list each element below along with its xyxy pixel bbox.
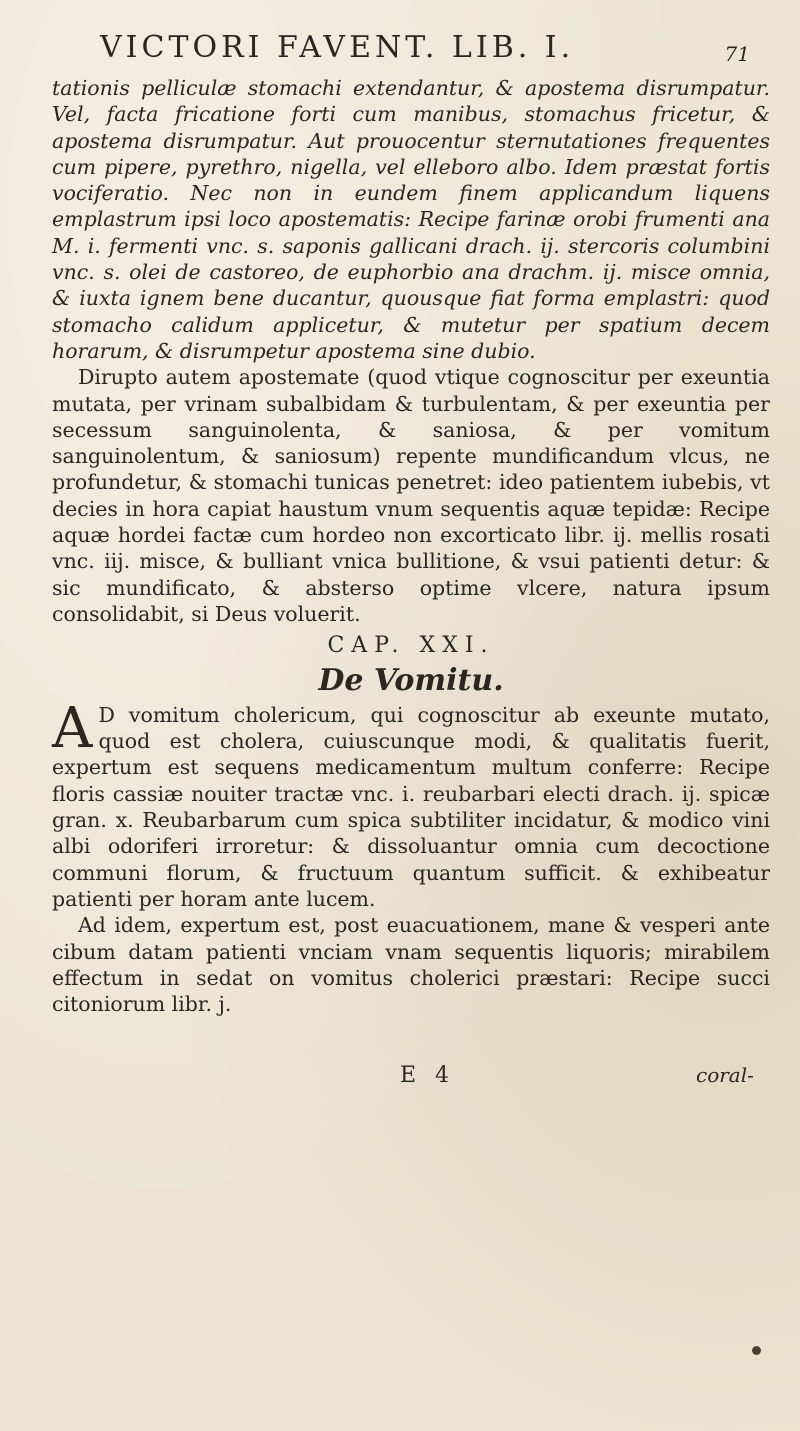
chapter-title-heading: De Vomitu. [318,662,504,698]
paragraph-2: Dirupto autem apostemate (quod vtique cognoscitur per exeuntia mutata, per vrinam subalbidam & turbulentam, & per exeuntia per secessum sanguinolenta, & saniosa, & per vomitum sanguinolentum, & saniosum) repente mundificandum vlcus, ne profundetur, & stomachi tunicas penetret: ideo patientem iubebis, vt decies in hora capiat haustum vnum sequentis aquæ tepidæ: Recipe aquæ hordei factæ cum hordeo non excorticato libr. ij. mellis rosati vnc. iij. misce, & bulliant vnica bullitione, & vsui patienti detur: & sic mundificato, & absterso optime vlcere, natura ipsum consolidabit, si Deus voluerit. [52,365,770,626]
paragraph-3 [52,695,770,912]
paragraph-1: tationis pelliculæ stomachi extendantur, & apostema disrumpatur. Vel, facta fricatione forti cum manibus, stomachus fricetur, & apostema disrumpatur. Aut prouocentur sternutationes frequentes cum pipere, pyrethro, nigella, vel elleboro albo. Idem præstat fortis vociferatio. Nec non in eundem finem applicandum liquens emplastrum ipsi loco apostematis: Recipe farinæ orobi frumenti ana M. i. fermenti vnc. s. saponis gallicani drach. ij. stercoris columbini vnc. s. olei de castoreo, de euphorbio ana drachm. ij. misce omnia, & iuxta ignem bene ducantur, quousque fiat forma emplastri: quod stomacho calidum applicetur, & mutetur per spatium decem horarum, & disrumpetur apostema sine dubio. [52,76,770,363]
body-text [52,75,770,1017]
chapter-number-heading: CAP. XXI. [327,633,495,659]
page-number: 71 [724,42,750,66]
drop-cap-letter: A [52,695,93,761]
catchword: coral- [696,1063,754,1087]
running-head: VICTORI FAVENT. LIB. I. [100,30,575,65]
signature-mark: E 4 [400,1063,456,1088]
paragraph-4: Ad idem, expertum est, post euacuationem, mane & vesperi ante cibum datam patienti vnciam vnam sequentis liquoris; mirabilem effectum in sedat on vomitus cholerici præstari: Recipe succi citoniorum libr. j. [52,913,770,1017]
paragraph-3-text: D vomitum cholericum, qui cognoscitur ab exeunte mutato, quod est cholera, cuiuscunque modi, & qualitatis fuerit, expertum est sequens medicamentum multum conferre: Recipe floris cassiæ nouiter tractæ vnc. i. reubarbari electi drach. ij. spicæ gran. x. Reubarbarum cum spica subtiliter incidatur, & modico vini albi odoriferi irroretur: & dissoluantur omnia cum decoctione communi florum, & fructuum quantum sufficit. & exhibeatur patienti per horam ante lucem. [52,702,770,911]
ink-blot [752,1346,761,1355]
page-header [100,30,760,70]
